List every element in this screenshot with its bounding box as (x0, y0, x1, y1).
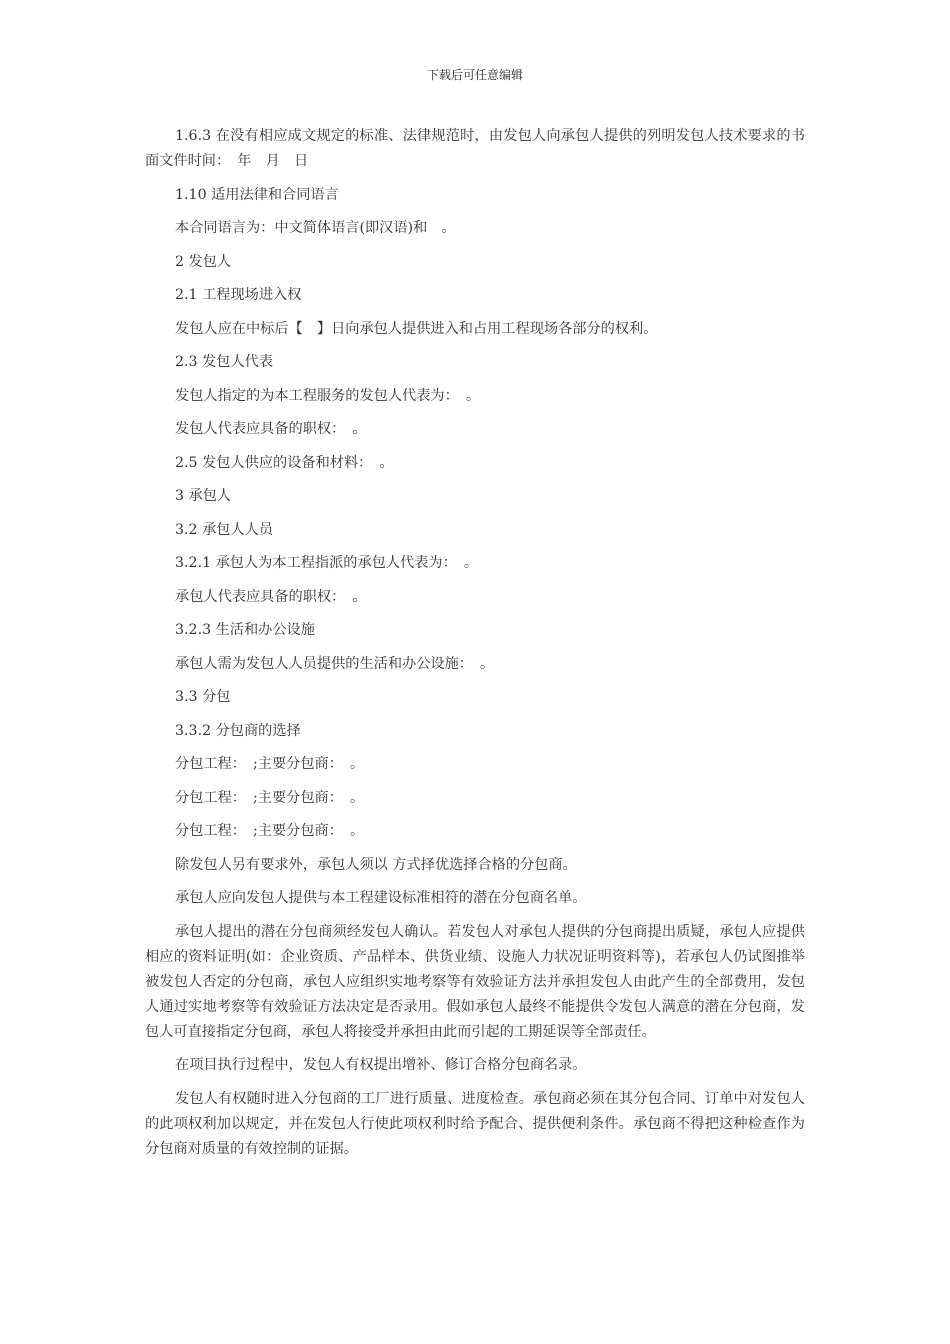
paragraph-list-revision: 在项目执行过程中，发包人有权提出增补、修订合格分包商名录。 (175, 1057, 587, 1073)
paragraph-site-access: 发包人应在中标后【 】日向承包人提供进入和占用工程现场各部分的权利。 (175, 320, 658, 337)
paragraph-subcontract-2: 分包工程： ;主要分包商： 。 (175, 789, 365, 806)
heading-2-1: 2.1 工程现场进入权 (175, 287, 302, 303)
heading-3-3: 3.3 分包 (175, 689, 231, 705)
paragraph-subcontractor-confirmation: 承包人提出的潜在分包商须经发包人确认。若发包人对承包人提供的分包商提出质疑，承包人应提供相应的资料证明(如：企业资质、产品样本、供货业绩、设施人力状况证明资料等)，若承包人仍试图推举被发包人否定的分包商，承包人应组织实地考察等有效验证方法并承担发包人由此产生的全部费用，发包人通过实地考察等有效验证方法决定是否录用。假如承包人最终不能提供令发包人满意的潜在分包商，发包人可直接指定分包商，承包人将接受并承担由此而引起的工期延误等全部责任。 (145, 923, 805, 1040)
paragraph-subcontract-1: 分包工程： ;主要分包商： 。 (175, 756, 365, 772)
paragraph-employer-rep: 发包人指定的为本工程服务的发包人代表为： 。 (175, 387, 481, 404)
document-body (145, 124, 805, 1170)
heading-3-2: 3.2 承包人人员 (175, 521, 274, 538)
heading-3-2-3: 3.2.3 生活和办公设施 (175, 622, 315, 638)
page-header-note: 下载后可任意编辑 (426, 68, 523, 82)
heading-1-10: 1.10 适用法律和合同语言 (175, 186, 339, 203)
paragraph-contractor-rep-authority: 承包人代表应具备的职权： 。 (175, 588, 367, 605)
paragraph-2-5: 2.5 发包人供应的设备和材料： 。 (175, 454, 394, 471)
paragraph-subcontract-3: 分包工程： ;主要分包商： 。 (175, 823, 365, 839)
paragraph-subcontractor-list: 承包人应向发包人提供与本工程建设标准相符的潜在分包商名单。 (175, 890, 587, 906)
paragraph-contract-language: 本合同语言为：中文简体语言(即汉语)和 。 (175, 220, 456, 236)
paragraph-employer-rep-authority: 发包人代表应具备的职权： 。 (175, 421, 367, 437)
heading-2: 2 发包人 (175, 253, 232, 270)
paragraph-1-6-3: 1.6.3 在没有相应成文规定的标准、法律规范时，由发包人向承包人提供的列明发包人技术要求的书面文件时间： 年 月 日 (145, 128, 805, 169)
paragraph-inspection-rights: 发包人有权随时进入分包商的工厂进行质量、进度检查。承包商必须在其分包合同、订单中对发包人的此项权利加以规定，并在发包人行使此项权利时给予配合、提供便利条件。承包商不得把这种检查作为分包商对质量的有效控制的证据。 (145, 1090, 805, 1157)
heading-3: 3 承包人 (175, 488, 232, 504)
paragraph-facilities: 承包人需为发包人人员提供的生活和办公设施： 。 (175, 655, 495, 672)
paragraph-3-2-1: 3.2.1 承包人为本工程指派的承包人代表为： 。 (175, 555, 479, 571)
paragraph-selection-method: 除发包人另有要求外，承包人须以 方式择优选择合格的分包商。 (175, 856, 577, 873)
heading-3-3-2: 3.3.2 分包商的选择 (175, 722, 301, 739)
heading-2-3: 2.3 发包人代表 (175, 354, 274, 370)
